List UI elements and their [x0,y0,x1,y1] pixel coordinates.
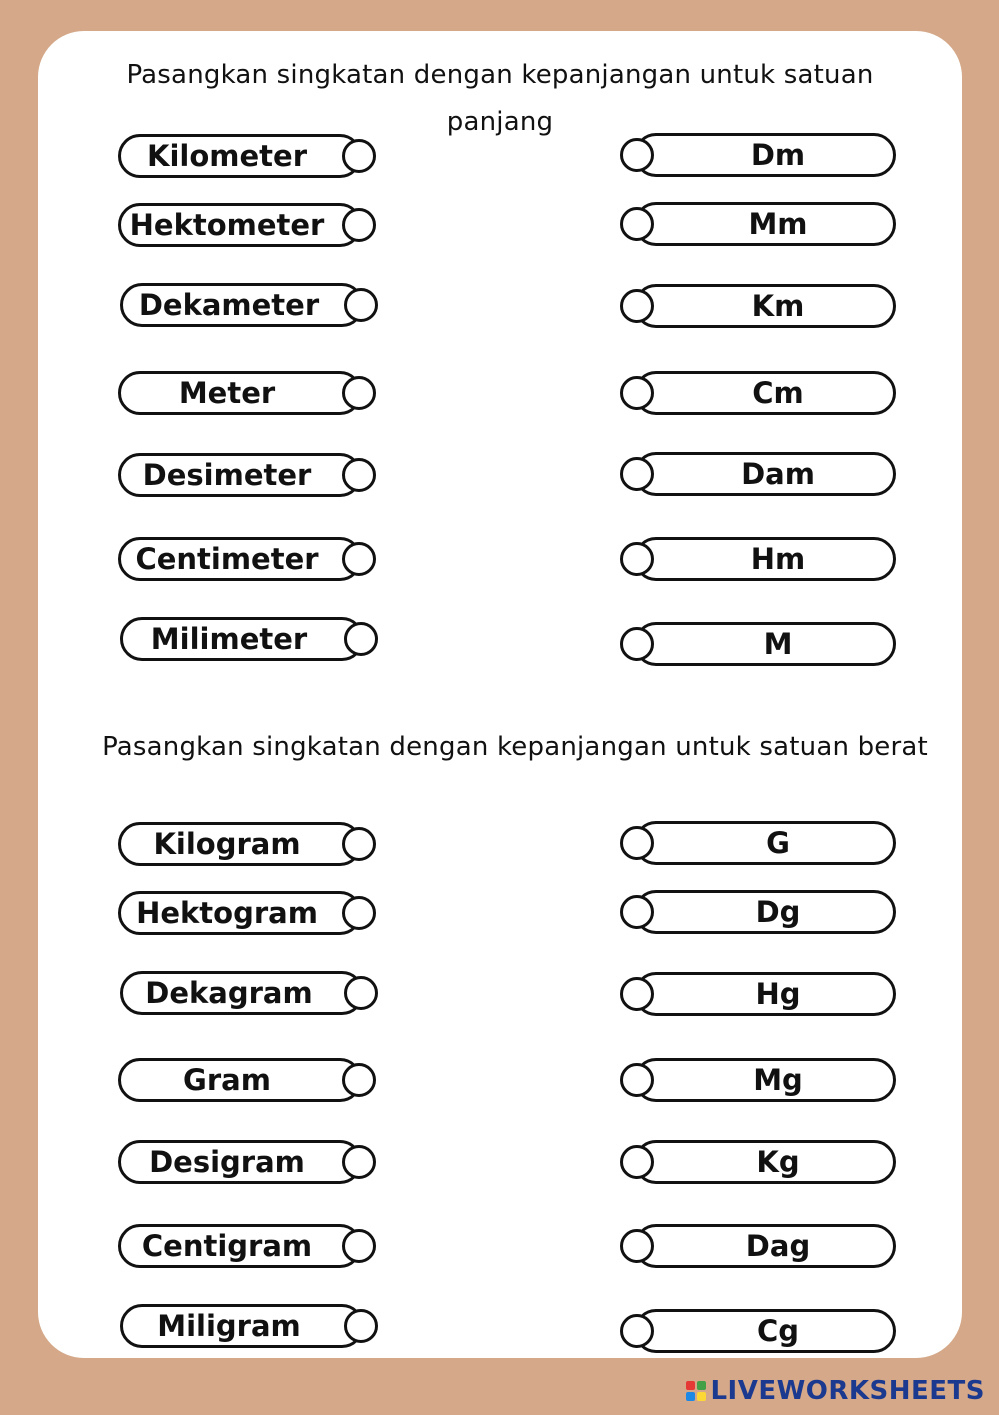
match-item-left[interactable] [120,971,364,1015]
match-item-right[interactable] [634,890,896,934]
match-item-label: G [766,826,790,860]
liveworksheets-logo[interactable] [686,1373,985,1409]
match-item-right[interactable] [634,622,896,666]
connector-dot[interactable] [620,289,654,323]
match-item-label: Miligram [157,1309,301,1343]
connector-dot[interactable] [342,1145,376,1179]
logo-square [697,1381,706,1390]
connector-dot[interactable] [620,457,654,491]
match-item-right[interactable] [634,1224,896,1268]
match-item-right[interactable] [634,821,896,865]
match-item-left[interactable] [120,1304,364,1348]
connector-dot[interactable] [620,376,654,410]
match-item-right[interactable] [634,1058,896,1102]
connector-dot[interactable] [620,1145,654,1179]
match-item-right[interactable] [634,1140,896,1184]
match-item-label: Dg [755,895,801,929]
connector-dot[interactable] [620,826,654,860]
match-item-left[interactable] [118,822,362,866]
match-item-label: Gram [183,1063,271,1097]
connector-dot[interactable] [342,827,376,861]
match-item-label: Desimeter [142,458,312,492]
connector-dot[interactable] [342,542,376,576]
match-item-right[interactable] [634,452,896,496]
match-item-label: Mg [753,1063,803,1097]
match-item-label: M [763,627,793,661]
match-item-left[interactable] [118,371,362,415]
match-item-right[interactable] [634,972,896,1016]
connector-dot[interactable] [620,977,654,1011]
match-item-label: Dekameter [138,288,320,322]
match-item-label: Dekagram [145,976,313,1010]
connector-dot[interactable] [620,895,654,929]
connector-dot[interactable] [342,1063,376,1097]
match-item-label: Cm [752,376,804,410]
match-item-right[interactable] [634,371,896,415]
match-item-left[interactable] [120,283,364,327]
logo-square [697,1392,706,1401]
connector-dot[interactable] [620,542,654,576]
match-item-left[interactable] [120,617,364,661]
connector-dot[interactable] [342,376,376,410]
match-item-label: Hg [755,977,801,1011]
match-item-label: Kilogram [153,827,301,861]
match-item-left[interactable] [118,1058,362,1102]
connector-dot[interactable] [620,207,654,241]
connector-dot[interactable] [620,1229,654,1263]
match-item-label: Milimeter [150,622,308,656]
match-item-left[interactable] [118,134,362,178]
logo-square [686,1392,695,1401]
match-item-right[interactable] [634,537,896,581]
connector-dot[interactable] [344,288,378,322]
match-item-label: Centigram [141,1229,313,1263]
liveworksheets-icon [686,1381,706,1401]
match-item-right[interactable] [634,1309,896,1353]
connector-dot[interactable] [344,622,378,656]
connector-dot[interactable] [620,138,654,172]
section-title-length: Pasangkan singkatan dengan kepanjangan untuk satuan panjang [126,60,874,137]
connector-dot[interactable] [342,1229,376,1263]
match-item-label: Desigram [149,1145,305,1179]
match-item-label: Centimeter [135,542,319,576]
match-item-label: Km [751,289,805,323]
connector-dot[interactable] [344,976,378,1010]
match-item-label: Dm [750,138,806,172]
match-item-left[interactable] [118,203,362,247]
match-item-right[interactable] [634,133,896,177]
brand-name: LIVEWORKSHEETS [710,1376,985,1406]
match-item-label: Dam [741,457,815,491]
section-title-weight: Pasangkan singkatan dengan kepanjangan untuk satuan berat [102,732,928,762]
connector-dot[interactable] [620,627,654,661]
connector-dot[interactable] [342,208,376,242]
match-item-right[interactable] [634,284,896,328]
match-item-label: Hektogram [136,896,318,930]
match-item-label: Dag [745,1229,811,1263]
connector-dot[interactable] [342,458,376,492]
match-item-label: Kilometer [147,139,307,173]
match-item-left[interactable] [118,1224,362,1268]
logo-square [686,1381,695,1390]
match-item-left[interactable] [118,1140,362,1184]
match-item-label: Hm [750,542,806,576]
match-item-label: Kg [756,1145,800,1179]
match-item-right[interactable] [634,202,896,246]
connector-dot[interactable] [620,1063,654,1097]
match-item-left[interactable] [118,891,362,935]
connector-dot[interactable] [620,1314,654,1348]
match-item-left[interactable] [118,453,362,497]
match-item-label: Hektometer [129,208,325,242]
match-item-label: Meter [178,376,276,410]
connector-dot[interactable] [342,139,376,173]
connector-dot[interactable] [342,896,376,930]
match-item-label: Cg [756,1314,800,1348]
match-item-label: Mm [748,207,808,241]
match-item-left[interactable] [118,537,362,581]
connector-dot[interactable] [344,1309,378,1343]
